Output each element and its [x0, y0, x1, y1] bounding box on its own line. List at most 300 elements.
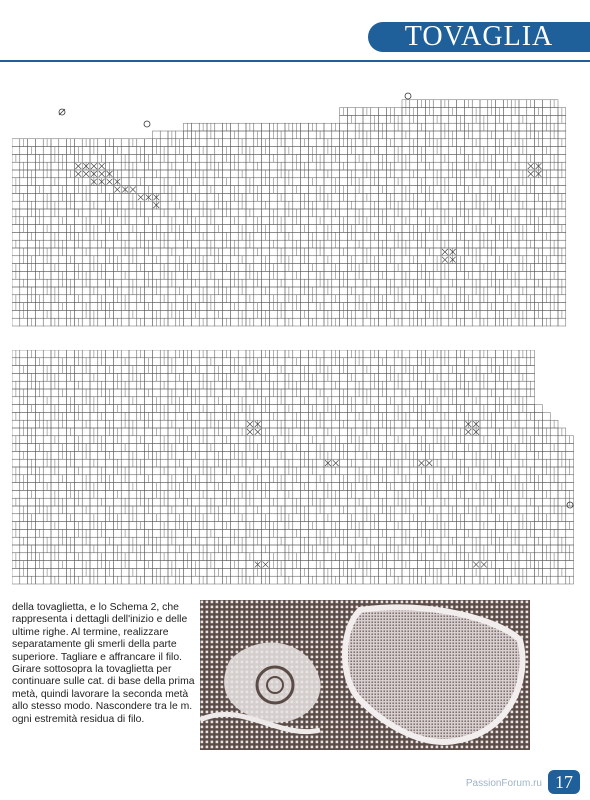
- grid-cell: [184, 147, 192, 155]
- grid-cell: [74, 397, 82, 405]
- grid-cell: [402, 139, 410, 147]
- grid-cell: [301, 475, 309, 483]
- grid-cell: [168, 209, 176, 217]
- grid-cell: [168, 381, 176, 389]
- grid-cell: [246, 506, 254, 514]
- grid-cell: [35, 139, 43, 147]
- grid-cell: [137, 279, 145, 287]
- grid-cell: [363, 373, 371, 381]
- grid-cell: [113, 389, 121, 397]
- grid-cell: [20, 178, 28, 186]
- grid-cell: [340, 381, 348, 389]
- grid-cell: [168, 459, 176, 467]
- grid-cell: [215, 389, 223, 397]
- grid-cell: [35, 350, 43, 358]
- grid-cell: [152, 240, 160, 248]
- grid-cell: [254, 240, 262, 248]
- grid-cell: [106, 264, 114, 272]
- grid-cell: [347, 131, 355, 139]
- grid-cell: [121, 522, 129, 530]
- grid-cell: [379, 310, 387, 318]
- grid-cell: [480, 170, 488, 178]
- grid-cell: [207, 514, 215, 522]
- grid-cell: [254, 514, 262, 522]
- grid-cell: [113, 310, 121, 318]
- grid-cell: [347, 217, 355, 225]
- grid-cell: [59, 459, 67, 467]
- grid-cell: [207, 310, 215, 318]
- grid-cell: [511, 256, 519, 264]
- grid-cell: [129, 389, 137, 397]
- grid-cell: [129, 264, 137, 272]
- grid-cell: [152, 553, 160, 561]
- grid-cell: [168, 514, 176, 522]
- grid-cell: [363, 186, 371, 194]
- grid-cell: [223, 537, 231, 545]
- grid-cell: [176, 209, 184, 217]
- grid-cell: [43, 271, 51, 279]
- grid-cell: [176, 162, 184, 170]
- grid-cell: [262, 475, 270, 483]
- grid-cell: [394, 568, 402, 576]
- grid-cell: [12, 310, 20, 318]
- grid-cell: [129, 405, 137, 413]
- grid-cell: [215, 561, 223, 569]
- grid-cell: [121, 310, 129, 318]
- grid-cell: [67, 444, 75, 452]
- grid-cell: [246, 310, 254, 318]
- grid-cell: [324, 240, 332, 248]
- grid-cell: [51, 170, 59, 178]
- grid-cell: [355, 147, 363, 155]
- grid-cell: [215, 405, 223, 413]
- grid-cell: [98, 201, 106, 209]
- grid-cell: [121, 545, 129, 553]
- grid-cell: [308, 475, 316, 483]
- grid-cell: [464, 318, 472, 326]
- grid-cell: [347, 561, 355, 569]
- grid-cell: [355, 545, 363, 553]
- grid-cell: [106, 459, 114, 467]
- grid-cell: [90, 209, 98, 217]
- grid-cell: [223, 131, 231, 139]
- grid-cell: [160, 193, 168, 201]
- grid-cell: [152, 522, 160, 530]
- grid-cell: [43, 475, 51, 483]
- grid-cell: [550, 287, 558, 295]
- grid-cell: [324, 131, 332, 139]
- grid-cell: [67, 467, 75, 475]
- grid-cell: [379, 397, 387, 405]
- grid-cell: [488, 256, 496, 264]
- grid-cell: [152, 131, 160, 139]
- grid-cell: [28, 186, 36, 194]
- grid-cell: [184, 318, 192, 326]
- grid-cell: [262, 131, 270, 139]
- grid-cell: [285, 193, 293, 201]
- grid-cell: [137, 529, 145, 537]
- grid-cell: [152, 295, 160, 303]
- grid-cell: [67, 264, 75, 272]
- grid-cell: [51, 279, 59, 287]
- grid-cell: [269, 310, 277, 318]
- grid-cell: [293, 405, 301, 413]
- grid-cell: [246, 217, 254, 225]
- grid-cell: [340, 147, 348, 155]
- grid-cell: [519, 217, 527, 225]
- grid-cell: [402, 295, 410, 303]
- grid-cell: [277, 358, 285, 366]
- grid-cell: [418, 131, 426, 139]
- grid-cell: [347, 529, 355, 537]
- grid-cell: [90, 420, 98, 428]
- grid-cell: [293, 576, 301, 584]
- grid-cell: [113, 483, 121, 491]
- grid-cell: [20, 358, 28, 366]
- grid-cell: [355, 373, 363, 381]
- cross-stitch-mark: [114, 187, 120, 193]
- grid-cell: [464, 115, 472, 123]
- start-marker-icon-2: [405, 93, 411, 99]
- grid-cell: [542, 303, 550, 311]
- grid-cell: [308, 193, 316, 201]
- grid-cell: [308, 279, 316, 287]
- grid-cell: [480, 271, 488, 279]
- grid-cell: [20, 498, 28, 506]
- grid-cell: [238, 522, 246, 530]
- cross-stitch-mark: [107, 179, 113, 185]
- grid-cell: [90, 358, 98, 366]
- grid-cell: [449, 178, 457, 186]
- grid-cell: [223, 279, 231, 287]
- grid-cell: [176, 193, 184, 201]
- grid-cell: [246, 545, 254, 553]
- grid-cell: [386, 475, 394, 483]
- grid-cell: [129, 444, 137, 452]
- grid-cell: [82, 232, 90, 240]
- grid-cell: [277, 381, 285, 389]
- grid-cell: [355, 248, 363, 256]
- grid-cell: [386, 561, 394, 569]
- grid-cell: [402, 232, 410, 240]
- grid-cell: [277, 209, 285, 217]
- grid-cell: [129, 240, 137, 248]
- grid-cell: [12, 201, 20, 209]
- grid-cell: [457, 139, 465, 147]
- grid-cell: [511, 209, 519, 217]
- grid-cell: [82, 522, 90, 530]
- grid-cell: [262, 389, 270, 397]
- grid-cell: [98, 287, 106, 295]
- grid-cell: [254, 123, 262, 131]
- grid-cell: [449, 240, 457, 248]
- grid-cell: [98, 366, 106, 374]
- grid-cell: [293, 451, 301, 459]
- grid-cell: [402, 201, 410, 209]
- grid-cell: [262, 295, 270, 303]
- grid-cell: [176, 475, 184, 483]
- grid-cell: [121, 147, 129, 155]
- grid-cell: [410, 295, 418, 303]
- grid-cell: [379, 201, 387, 209]
- grid-cell: [402, 405, 410, 413]
- grid-cell: [269, 568, 277, 576]
- grid-cell: [511, 201, 519, 209]
- grid-cell: [51, 358, 59, 366]
- grid-cell: [379, 147, 387, 155]
- grid-cell: [402, 397, 410, 405]
- grid-cell: [145, 397, 153, 405]
- grid-cell: [379, 225, 387, 233]
- grid-cell: [90, 561, 98, 569]
- grid-cell: [269, 170, 277, 178]
- grid-cell: [269, 420, 277, 428]
- grid-cell: [558, 123, 566, 131]
- grid-cell: [316, 225, 324, 233]
- grid-cell: [238, 209, 246, 217]
- grid-cell: [347, 295, 355, 303]
- grid-cell: [386, 498, 394, 506]
- grid-cell: [191, 490, 199, 498]
- grid-cell: [160, 420, 168, 428]
- grid-cell: [394, 131, 402, 139]
- grid-cell: [269, 506, 277, 514]
- grid-cell: [324, 358, 332, 366]
- grid-cell: [51, 420, 59, 428]
- grid-cell: [28, 420, 36, 428]
- grid-cell: [145, 467, 153, 475]
- grid-cell: [129, 303, 137, 311]
- grid-cell: [215, 529, 223, 537]
- grid-cell: [67, 412, 75, 420]
- grid-cell: [121, 225, 129, 233]
- grid-cell: [550, 139, 558, 147]
- grid-cell: [340, 264, 348, 272]
- grid-cell: [152, 475, 160, 483]
- grid-cell: [550, 108, 558, 116]
- grid-cell: [457, 100, 465, 108]
- grid-cell: [332, 201, 340, 209]
- grid-cell: [67, 186, 75, 194]
- grid-cell: [160, 131, 168, 139]
- grid-cell: [152, 358, 160, 366]
- grid-cell: [496, 186, 504, 194]
- grid-cell: [441, 193, 449, 201]
- cross-stitch-mark: [528, 163, 534, 169]
- grid-cell: [74, 217, 82, 225]
- grid-cell: [168, 147, 176, 155]
- grid-cell: [113, 217, 121, 225]
- grid-cell: [238, 506, 246, 514]
- grid-cell: [519, 279, 527, 287]
- grid-cell: [207, 459, 215, 467]
- grid-cell: [137, 561, 145, 569]
- grid-cell: [340, 209, 348, 217]
- grid-cell: [488, 170, 496, 178]
- grid-cell: [402, 467, 410, 475]
- grid-cell: [550, 318, 558, 326]
- grid-cell: [28, 529, 36, 537]
- grid-cell: [35, 514, 43, 522]
- grid-cell: [371, 397, 379, 405]
- grid-cell: [191, 576, 199, 584]
- grid-cell: [347, 108, 355, 116]
- grid-cell: [67, 240, 75, 248]
- grid-cell: [316, 545, 324, 553]
- grid-cell: [285, 303, 293, 311]
- grid-cell: [324, 209, 332, 217]
- grid-cell: [496, 217, 504, 225]
- grid-cell: [129, 490, 137, 498]
- grid-cell: [199, 420, 207, 428]
- grid-cell: [168, 498, 176, 506]
- grid-cell: [28, 162, 36, 170]
- grid-cell: [246, 193, 254, 201]
- grid-cell: [152, 420, 160, 428]
- grid-cell: [457, 162, 465, 170]
- grid-cell: [340, 553, 348, 561]
- grid-cell: [137, 428, 145, 436]
- grid-cell: [184, 459, 192, 467]
- grid-cell: [191, 232, 199, 240]
- grid-cell: [347, 467, 355, 475]
- grid-cell: [324, 412, 332, 420]
- grid-cell: [145, 490, 153, 498]
- grid-cell: [449, 100, 457, 108]
- grid-cell: [285, 217, 293, 225]
- grid-cell: [277, 240, 285, 248]
- grid-cell: [535, 123, 543, 131]
- grid-cell: [20, 264, 28, 272]
- grid-cell: [98, 451, 106, 459]
- grid-cell: [418, 170, 426, 178]
- grid-cell: [113, 193, 121, 201]
- grid-cell: [98, 405, 106, 413]
- grid-cell: [269, 193, 277, 201]
- grid-cell: [246, 568, 254, 576]
- grid-cell: [191, 529, 199, 537]
- grid-cell: [316, 170, 324, 178]
- grid-cell: [324, 529, 332, 537]
- grid-cell: [363, 467, 371, 475]
- grid-cell: [324, 217, 332, 225]
- cross-stitch-mark: [130, 187, 136, 193]
- grid-cell: [285, 444, 293, 452]
- grid-cell: [74, 451, 82, 459]
- grid-cell: [464, 108, 472, 116]
- grid-cell: [145, 350, 153, 358]
- grid-cell: [301, 490, 309, 498]
- grid-cell: [98, 514, 106, 522]
- grid-cell: [106, 240, 114, 248]
- grid-cell: [246, 459, 254, 467]
- grid-cell: [223, 170, 231, 178]
- grid-cell: [277, 186, 285, 194]
- grid-cell: [449, 232, 457, 240]
- grid-cell: [324, 506, 332, 514]
- grid-cell: [90, 193, 98, 201]
- grid-cell: [82, 428, 90, 436]
- grid-cell: [347, 366, 355, 374]
- grid-cell: [51, 568, 59, 576]
- grid-cell: [184, 193, 192, 201]
- grid-cell: [145, 514, 153, 522]
- grid-cell: [145, 428, 153, 436]
- grid-cell: [98, 483, 106, 491]
- grid-cell: [176, 412, 184, 420]
- grid-cell: [152, 217, 160, 225]
- grid-cell: [558, 131, 566, 139]
- grid-cell: [558, 186, 566, 194]
- grid-cell: [98, 506, 106, 514]
- grid-cell: [121, 436, 129, 444]
- grid-cell: [293, 373, 301, 381]
- grid-cell: [246, 162, 254, 170]
- grid-cell: [160, 366, 168, 374]
- grid-cell: [51, 310, 59, 318]
- grid-cell: [488, 147, 496, 155]
- grid-cell: [176, 186, 184, 194]
- grid-cell: [223, 389, 231, 397]
- grid-cell: [74, 279, 82, 287]
- grid-cell: [176, 303, 184, 311]
- grid-cell: [386, 405, 394, 413]
- grid-cell: [379, 451, 387, 459]
- grid-cell: [74, 459, 82, 467]
- grid-cell: [106, 373, 114, 381]
- grid-cell: [35, 193, 43, 201]
- grid-cell: [316, 381, 324, 389]
- grid-cell: [340, 514, 348, 522]
- grid-cell: [496, 100, 504, 108]
- grid-cell: [535, 318, 543, 326]
- grid-cell: [230, 310, 238, 318]
- grid-cell: [113, 225, 121, 233]
- grid-cell: [269, 366, 277, 374]
- grid-cell: [464, 201, 472, 209]
- grid-cell: [28, 506, 36, 514]
- grid-cell: [82, 240, 90, 248]
- grid-cell: [246, 366, 254, 374]
- grid-cell: [418, 287, 426, 295]
- grid-cell: [184, 397, 192, 405]
- grid-cell: [160, 248, 168, 256]
- grid-cell: [269, 576, 277, 584]
- grid-cell: [20, 201, 28, 209]
- grid-cell: [535, 240, 543, 248]
- grid-cell: [301, 405, 309, 413]
- grid-cell: [324, 553, 332, 561]
- grid-cell: [223, 193, 231, 201]
- grid-cell: [137, 170, 145, 178]
- grid-cell: [386, 389, 394, 397]
- grid-cell: [527, 139, 535, 147]
- grid-cell: [425, 147, 433, 155]
- grid-cell: [363, 522, 371, 530]
- grid-cell: [129, 350, 137, 358]
- grid-cell: [324, 264, 332, 272]
- grid-cell: [90, 217, 98, 225]
- grid-cell: [340, 576, 348, 584]
- grid-cell: [215, 295, 223, 303]
- grid-cell: [59, 381, 67, 389]
- grid-cell: [355, 514, 363, 522]
- grid-cell: [74, 287, 82, 295]
- grid-cell: [90, 506, 98, 514]
- grid-cell: [12, 147, 20, 155]
- grid-cell: [371, 162, 379, 170]
- grid-cell: [347, 279, 355, 287]
